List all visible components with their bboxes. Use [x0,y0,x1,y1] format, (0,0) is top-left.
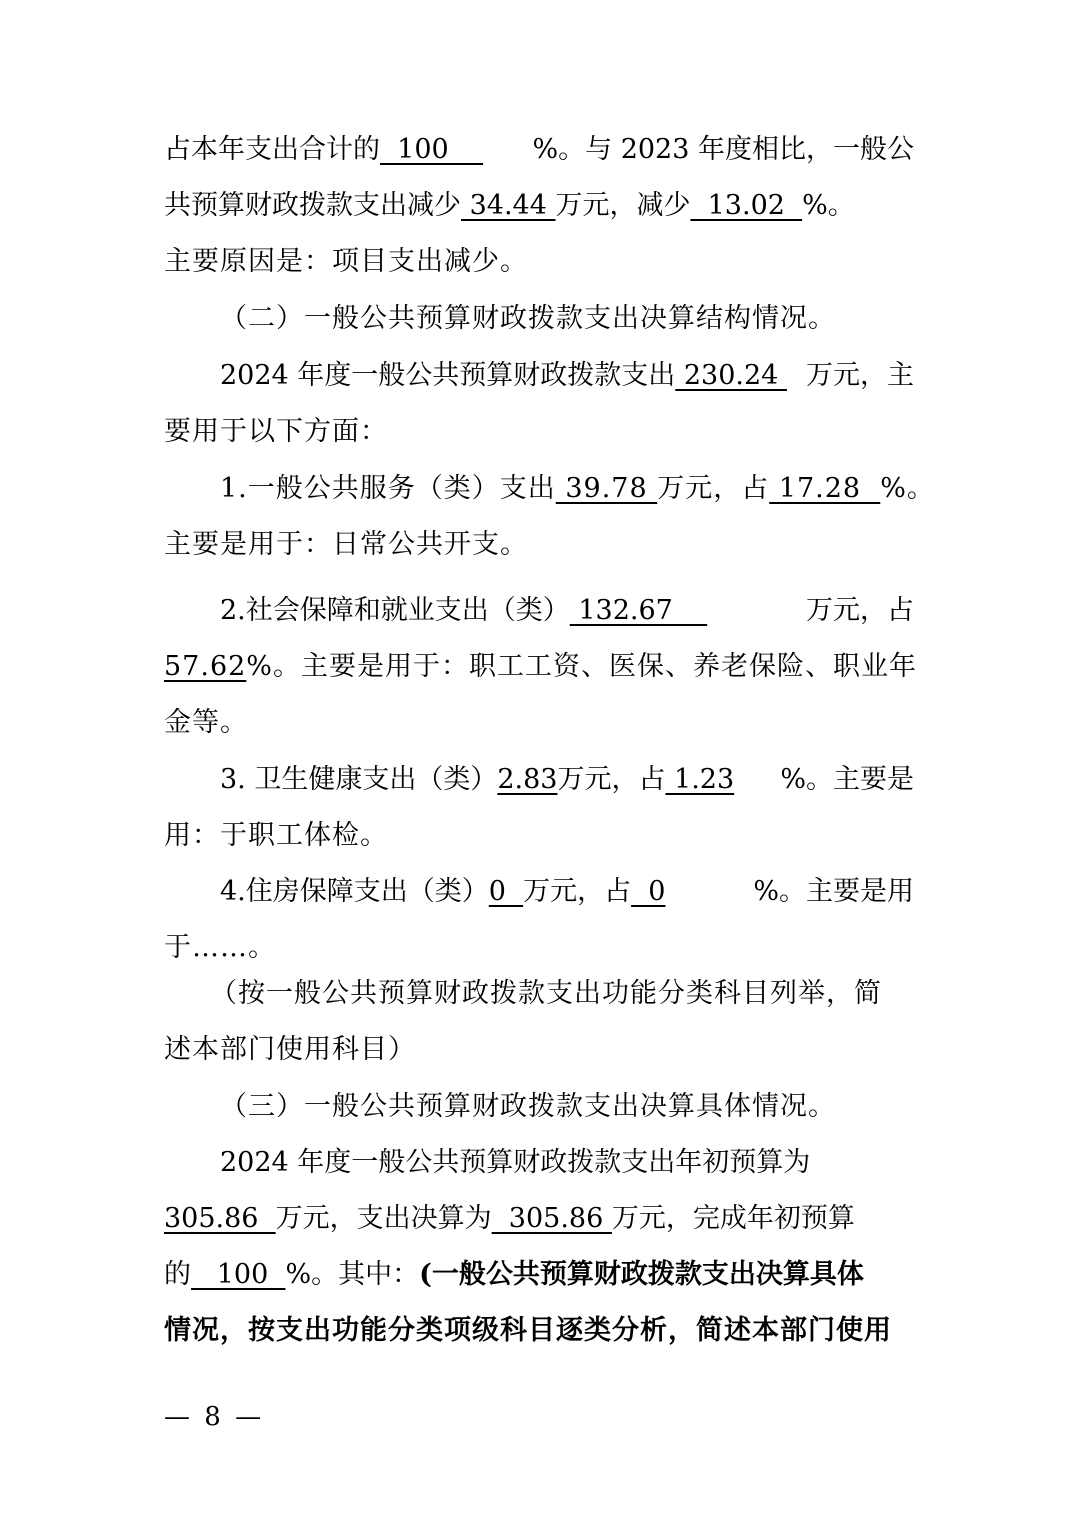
fill-value: 57.62 [164,651,247,682]
fill-value: 17.28 [769,473,881,504]
text: %。主要是 [780,764,914,795]
fill-value: 305.86 [491,1203,612,1234]
text: 万元，主 [806,360,914,391]
fill-value: 2.83 [497,764,558,795]
text: 2024 年度一般公共预算财政拨款支出年初预算为 [220,1147,811,1178]
text: 万元，完成年初预算 [611,1203,855,1234]
text: %。 [880,473,935,504]
text: 3. 卫生健康支出（类） [220,764,498,795]
text: 万元，占 [557,764,666,795]
text: 4.住房保障支出（类） [220,876,489,907]
section-heading: （二）一般公共预算财政拨款支出决算结构情况。 [220,303,836,334]
note-line: 述本部门使用科目） [164,1034,416,1065]
fill-value: 34.44 [461,190,556,221]
text: 万元，支出决算为 [275,1203,492,1234]
page-number: — 8 — [164,1402,265,1432]
fill-value: 230.24 [675,360,787,391]
bold-paragraph-line: 情况，按支出功能分类项级科目逐类分析，简述本部门使用 [164,1315,892,1346]
list-item [164,461,935,517]
text: %。其中： [285,1259,420,1290]
text: 的 [164,1259,191,1290]
text: %。与 2023 年度相比，一般公 [532,134,914,165]
fill-value: 39.78 [555,473,658,504]
paragraph-line [164,1247,914,1303]
text: 2024 年度一般公共预算财政拨款支出 [220,360,676,391]
text: 万元，占 [523,876,632,907]
bold-text: (一般公共预算财政拨款支出决算具体 [419,1259,864,1290]
list-item [164,583,914,639]
paragraph-line [164,122,914,178]
paragraph-line: 主要原因是：项目支出减少。 [164,246,528,277]
text: %。 [802,190,855,221]
list-item [164,752,914,808]
fill-value: 13.02 [690,190,803,221]
fill-value: 0 [631,876,666,907]
paragraph-line [164,1191,914,1247]
fill-value: 305.86 [164,1203,276,1234]
text: 万元，占 [806,595,914,626]
text: 2.社会保障和就业支出（类） [220,595,570,626]
text: 共预算财政拨款支出减少 [164,190,461,221]
paragraph-line [164,178,914,234]
text: 1.一般公共服务（类）支出 [220,473,556,504]
fill-value: 0 [488,876,524,907]
fill-value: 100 [191,1259,286,1290]
text: %。主要是用于：职工工资、医保、养老保险、职业年 [246,651,917,682]
fill-value: 1.23 [665,764,735,795]
fill-value: 132.67 [569,595,708,626]
paragraph-line: 用：于职工体检。 [164,820,388,851]
section-heading: （三）一般公共预算财政拨款支出决算具体情况。 [220,1091,836,1122]
text: 万元，减少 [555,190,691,221]
paragraph-line [164,348,914,404]
paragraph-line: 金等。 [164,707,248,738]
fill-value: 100 [380,134,484,165]
paragraph-line: 于……。 [164,932,276,963]
paragraph-line [164,639,917,695]
note-line: （按一般公共预算财政拨款支出功能分类科目列举，简 [210,978,882,1009]
paragraph-line: 要用于以下方面： [164,416,388,447]
text: 万元，占 [657,473,770,504]
paragraph-line [164,1135,914,1191]
paragraph-line: 主要是用于：日常公共开支。 [164,529,528,560]
text: %。主要是用 [753,876,914,907]
list-item [164,864,914,920]
text: 占本年支出合计的 [164,134,380,165]
